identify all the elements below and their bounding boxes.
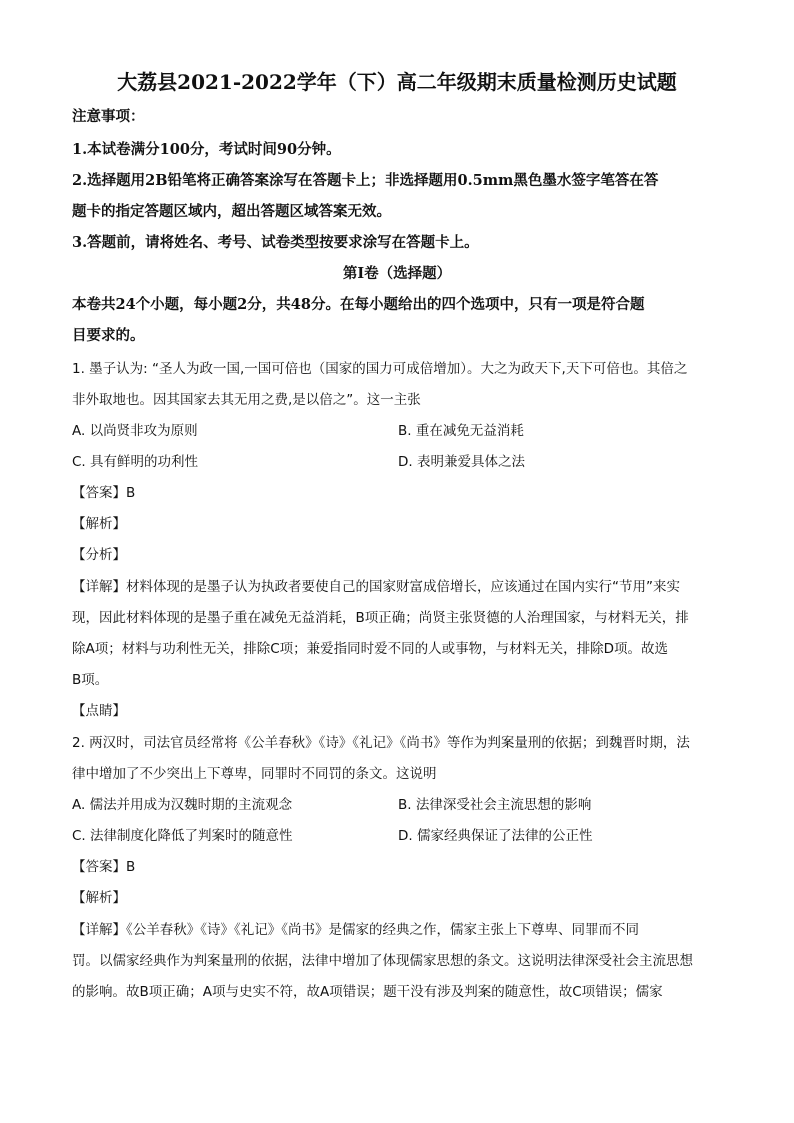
q1-stem-2: 非外取地也。因其国家去其无用之费,是以倍之”。这一主张: [72, 392, 421, 408]
notice-item-3: 3.答题前，请将姓名、考号、试卷类型按要求涂写在答题卡上。: [72, 234, 479, 251]
section-title: 第Ⅰ卷（选择题）: [342, 265, 452, 282]
q1-option-b: B. 重在减免无益消耗: [398, 423, 524, 439]
q1-option-a: A. 以尚贤非攻为原则: [72, 423, 198, 439]
q2-option-b: B. 法律深受社会主流思想的影响: [398, 797, 592, 813]
q1-dianjing-label: 【点睛】: [72, 703, 126, 719]
q1-detail-2: 现，因此材料体现的是墨子重在减免无益消耗，B项正确；尚贤主张贤德的人治理国家，与材料无关，排: [72, 610, 689, 626]
q2-option-d: D. 儒家经典保证了法律的公正性: [398, 828, 593, 844]
notice-item-1: 1.本试卷满分100分，考试时间90分钟。: [72, 141, 341, 158]
q2-detail-3: 的影响。故B项正确；A项与史实不符，故A项错误；题干没有涉及判案的随意性，故C项错误；儒家: [72, 984, 663, 1000]
q1-detail-4: B项。: [72, 672, 109, 688]
q2-analysis-label: 【解析】: [72, 890, 126, 906]
q1-option-c: C. 具有鲜明的功利性: [72, 454, 199, 470]
notice-item-2-cont: 题卡的指定答题区域内，超出答题区域答案无效。: [72, 203, 391, 220]
section-intro-1: 本卷共24个小题，每小题2分，共48分。在每小题给出的四个选项中，只有一项是符合题: [72, 296, 645, 313]
q2-option-a: A. 儒法并用成为汉魏时期的主流观念: [72, 797, 293, 813]
page-title: 大荔县2021-2022学年（下）高二年级期末质量检测历史试题: [117, 70, 677, 94]
q1-detail-1: 【详解】材料体现的是墨子认为执政者要使自己的国家财富成倍增长，应该通过在国内实行“节用”来实: [72, 579, 680, 595]
q2-stem-2: 律中增加了不少突出上下尊卑，同罪时不同罚的条文。这说明: [72, 766, 437, 782]
q2-stem-1: 2. 两汉时，司法官员经常将《公羊春秋》《诗》《礼记》《尚书》等作为判案量刑的依据；到魏晋时期，法: [72, 735, 690, 751]
notice-item-2: 2.选择题用2B铅笔将正确答案涂写在答题卡上；非选择题用0.5mm黑色墨水签字笔答在答: [72, 172, 659, 189]
q1-detail-3: 除A项；材料与功利性无关，排除C项；兼爱指同时爱不同的人或事物，与材料无关，排除D项。故选: [72, 641, 669, 657]
section-intro-2: 目要求的。: [72, 327, 145, 344]
q1-analysis-label: 【解析】: [72, 516, 126, 532]
q1-fenxi-label: 【分析】: [72, 547, 126, 563]
q2-option-c: C. 法律制度化降低了判案时的随意性: [72, 828, 293, 844]
notice-heading: 注意事项：: [72, 108, 145, 125]
q2-answer: 【答案】B: [72, 859, 136, 875]
q2-detail-1: 【详解】《公羊春秋》《诗》《礼记》《尚书》是儒家的经典之作，儒家主张上下尊卑、同罪而不同: [72, 922, 639, 938]
q1-answer: 【答案】B: [72, 485, 136, 501]
q1-stem-1: 1. 墨子认为: “圣人为政一国,一国可倍也（国家的国力可成倍增加）。大之为政天下,天下可倍也。其倍之: [72, 361, 688, 377]
q1-option-d: D. 表明兼爱具体之法: [398, 454, 525, 470]
q2-detail-2: 罚。以儒家经典作为判案量刑的依据，法律中增加了体现儒家思想的条文。这说明法律深受社会主流思想: [72, 953, 693, 969]
